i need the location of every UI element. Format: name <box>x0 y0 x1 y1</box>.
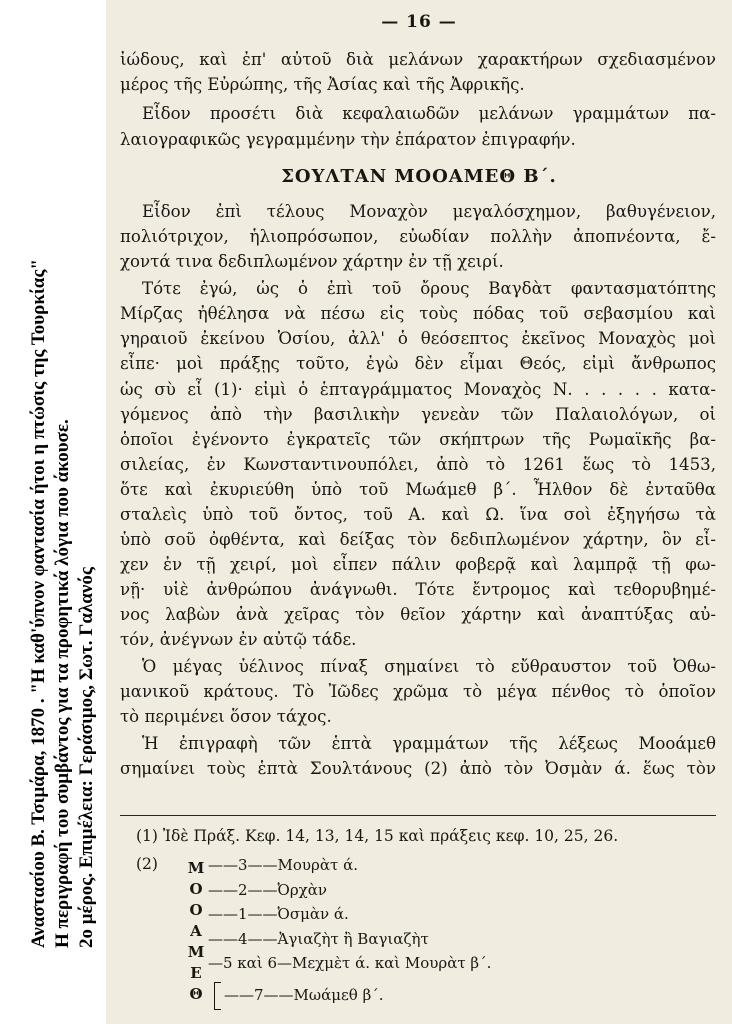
footnote-1: (1) Ἰδὲ Πράξ. Κεφ. 14, 13, 14, 15 καὶ πράξεις κεφ. 10, 25, 26. <box>136 827 619 845</box>
text-line: τόν, ἀνέγνων ἐν αὐτῷ τάδε. <box>120 630 357 649</box>
text-line: Ὁ μέγας ὑέλινος πίναξ σημαίνει τὸ εὔθραυστον τοῦ Ὀθω- <box>142 657 716 676</box>
text-line: πολιότριχον, ἡλιοπρόσωπον, εὐωδίαν πολλὴν ἀποπνέοντα, ἔ- <box>120 227 716 246</box>
footnote-2-acrostic <box>186 858 206 1005</box>
text-line: εἶπε· μοὶ πράξῃς τοῦτο, ἐγὼ δὲν εἶμαι Θεός, εἰμὶ ἄνθρωπος <box>120 354 716 373</box>
text-line: μέρος τῆς Εὐρώπης, τῆς Ἀσίας καὶ τῆς Ἀφρικῆς. <box>120 75 525 94</box>
text-line: Ἡ ἐπιγραφὴ τῶν ἑπτὰ γραμμάτων τῆς λέξεως Μοοάμεθ <box>142 734 716 753</box>
text-line: νος λαβὼν ἀνὰ χεῖρας τὸν θεῖον χάρτην καὶ ἀναπτύξας αὐ- <box>120 605 716 624</box>
acrostic-letter: Μ <box>187 943 205 961</box>
sultan-row: ——4——Ἀγιαζὴτ ἢ Βαγιαζὴτ <box>208 930 429 948</box>
acrostic-letter: Α <box>190 922 202 940</box>
acrostic-letter: Ο <box>189 880 203 898</box>
caption-description-line: Η περιγραφή του συμβάντος για τα προφητικά λόγια που άκουσε. <box>52 419 73 948</box>
text-line: σταλεὶς ὑπὸ τοῦ ὄντος, τοῦ Α. καὶ Ω. ἵνα σοὶ ἐξηγήσω τὰ <box>120 505 716 524</box>
sultan-row: ——3——Μουρὰτ ά. <box>208 856 358 874</box>
text-line: λαιογραφικῶς γεγραμμένην τὴν ἐπάρατον ἐπιγραφήν. <box>120 130 576 149</box>
text-line: ὑπὸ σοῦ ὀφθέντα, καὶ δείξας τὸν δεδιπλωμένον χάρτην, ὃν εἶ- <box>120 530 716 549</box>
text-line: χοντά τινα δεδιπλωμένον χάρτην ἐν τῇ χειρί. <box>120 252 504 271</box>
text-line: χεν ἐν τῇ χειρί, μοὶ εἶπεν πάλιν φοβερᾷ καὶ λαμπρᾷ τῇ φω- <box>120 555 716 574</box>
text-line: μανικοῦ κράτους. Τὸ Ἰῶδες χρῶμα τὸ μέγα πένθος τὸ ὁποῖον <box>120 682 716 701</box>
sultan-row: ——2——Ὀρχὰν <box>208 881 327 899</box>
sultan-row: ——1——Ὀσμὰν ά. <box>208 905 349 923</box>
rotated-caption <box>0 0 110 1024</box>
footnote-bracket <box>214 982 221 1010</box>
sultan-row: ——7——Μωάμεθ β΄. <box>224 986 384 1004</box>
text-line: ὅτε καὶ ἐκυριεύθη ὑπὸ τοῦ Μωάμεθ β΄. Ἦλθον δὲ ἐνταῦθα <box>120 480 716 499</box>
caption-editor-line: 2ο μέρος. Επιμέλεια: Γεράσιμος, Σωτ. Γαλανός <box>76 567 97 948</box>
text-line: γηραιοῦ ἐκείνου Ὁσίου, ἀλλ' ὁ θεόσεπτος ἐκεῖνος Μοναχὸς μοὶ <box>120 329 716 348</box>
text-line: νῇ· υἱὲ ἀνθρώπου ἀνάγνωθι. Τότε ἔντρομος καὶ τεθορυβημέ- <box>120 580 716 599</box>
text-line: Εἶδον ἐπὶ τέλους Μοναχὸν μεγαλόσχημον, βαθυγένειον, <box>142 202 716 221</box>
caption-title-line: Αναστασίου Β. Τσιμάρα, 1870 . "Η καθ'ύπνον φαντασία ήτοι η πτώσις της Τουρκίας" <box>28 259 49 948</box>
section-heading: ΣΟΥΛΤΑΝ ΜΟΟΑΜΕΘ Β΄. <box>281 166 557 187</box>
acrostic-letter: Θ <box>189 985 203 1003</box>
text-line: σιλείας, ἐν Κωνσταντινουπόλει, ἀπὸ τὸ 1261 ἕως τὸ 1453, <box>120 455 716 474</box>
sultan-row: —5 καὶ 6—Μεχμὲτ ά. καὶ Μουρὰτ β΄. <box>208 954 492 972</box>
text-line: ἰώδους, καὶ ἐπ' αὐτοῦ διὰ μελάνων χαρακτήρων σχεδιασμένον <box>120 50 716 69</box>
text-line: γόμενος ἀπὸ τὴν βασιλικὴν γενεὰν τῶν Παλαιολόγων, οἱ <box>120 405 716 424</box>
text-line: σημαίνει τοὺς ἑπτὰ Σουλτάνους (2) ἀπὸ τὸν Ὀσμὰν ά. ἕως τὸν <box>120 759 716 778</box>
acrostic-letter: Ε <box>190 964 202 982</box>
footnote-divider <box>120 815 716 816</box>
text-line: Εἶδον προσέτι διὰ κεφαλαιωδῶν μελάνων γραμμάτων πα- <box>142 104 716 123</box>
footnote-2-marker: (2) <box>136 855 158 873</box>
text-line: ὁποῖοι ἐγένοντο ἐγκρατεῖς τῶν σκήπτρων τῆς Ρωμαϊκῆς βα- <box>120 430 716 449</box>
acrostic-letter: Μ <box>187 859 205 877</box>
text-line: ὡς σὺ εἶ (1)· εἰμὶ ὁ ἑπταγράμματος Μοναχὸς Ν. . . . . . κατα- <box>120 380 716 399</box>
text-line: Τότε ἐγώ, ὡς ὁ ἐπὶ τοῦ ὄρους Βαγδὰτ φαντασματόπτης <box>142 279 716 298</box>
page-number: — 16 — <box>381 12 457 32</box>
acrostic-letter: Ο <box>189 901 203 919</box>
text-line: Μίρζας ἠθέλησα νὰ πέσω εἰς τοὺς πόδας τοῦ σεβασμίου καὶ <box>120 304 716 323</box>
scanned-book-page <box>106 0 732 1024</box>
text-line: τὸ περιμένει ὅσον τάχος. <box>120 707 332 726</box>
